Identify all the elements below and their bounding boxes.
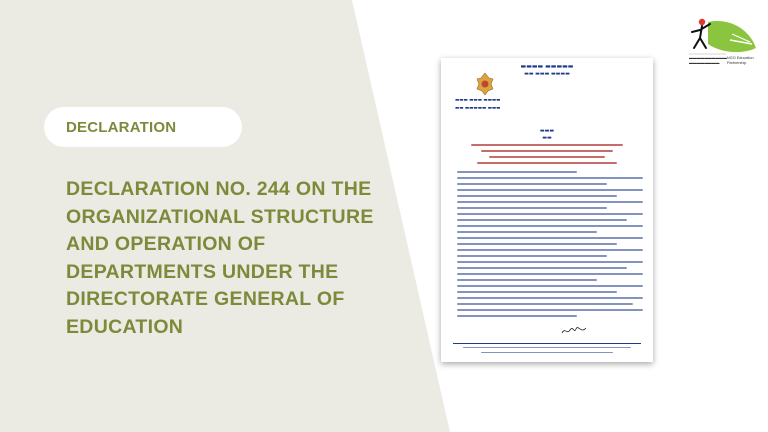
- document-text-line: [457, 195, 617, 197]
- document-text-line: [457, 213, 643, 215]
- logo-khmer-text: ▬▬▬▬▬▬▬▬▬▬ ▬▬▬▬▬▬▬▬: [689, 56, 727, 65]
- category-tag-label: DECLARATION: [66, 118, 177, 136]
- document-text-line: [457, 243, 617, 245]
- document-thumbnail: [441, 58, 653, 362]
- page-title: DECLARATION NO. 244 ON THE ORGANIZATIONAL STRUCTURE AND OPERATION OF DEPARTMENTS UNDER THE DIRECTORATE GENERAL OF EDUCATION: [66, 178, 374, 338]
- logo-org-text: [727, 56, 763, 65]
- document-header-line-2: ▬▬ ▬▬▬ ▬▬▬▬: [524, 71, 570, 77]
- document-text-line: [457, 285, 643, 287]
- emblem-icon: [474, 72, 496, 96]
- document-text-line: [457, 297, 643, 299]
- document-heading-2: ▬▬: [542, 135, 552, 141]
- ministry-line: ▬▬▬ ▬▬▬ ▬▬▬▬: [455, 98, 501, 103]
- reference-line: ▬▬ ▬▬▬▬▬ ▬▬▬: [455, 106, 501, 111]
- document-text-line: [457, 171, 577, 173]
- category-tag: [44, 107, 242, 147]
- document-text-line: [457, 249, 643, 251]
- document-text-line: [457, 273, 643, 275]
- footer-rule: [453, 343, 641, 344]
- document-text-line: [457, 315, 577, 317]
- document-heading-1: ▬▬▬: [539, 128, 555, 134]
- document-text-line: [457, 231, 597, 233]
- document-text-line: [457, 267, 627, 269]
- document-text-line: [457, 201, 643, 203]
- document-text-line: [457, 225, 643, 227]
- document-footer-line: [463, 347, 631, 348]
- document-text-line: [457, 207, 607, 209]
- logo-org-line-1: NGO Education: [727, 56, 754, 60]
- logo-org-line-2: Partnership: [727, 60, 747, 65]
- document-text-line: [457, 261, 643, 263]
- document-text-line: [457, 177, 643, 179]
- document-text-line: [457, 309, 643, 311]
- document-title-line: [471, 144, 623, 146]
- document-title-line: [489, 156, 605, 158]
- document-text-line: [457, 237, 643, 239]
- document-text-line: [457, 219, 627, 221]
- document-text-line: [457, 279, 597, 281]
- document-text-line: [457, 189, 643, 191]
- signature-icon: [561, 326, 587, 336]
- document-text-line: [457, 255, 607, 257]
- document-text-line: [457, 183, 607, 185]
- document-header-line-1: ▬▬▬▬ ▬▬▬▬▬: [520, 63, 574, 70]
- document-footer-line: [481, 352, 613, 353]
- document-title-line: [477, 162, 617, 164]
- document-text-line: [457, 303, 633, 305]
- document-title-line: [481, 150, 613, 152]
- document-text-line: [457, 291, 617, 293]
